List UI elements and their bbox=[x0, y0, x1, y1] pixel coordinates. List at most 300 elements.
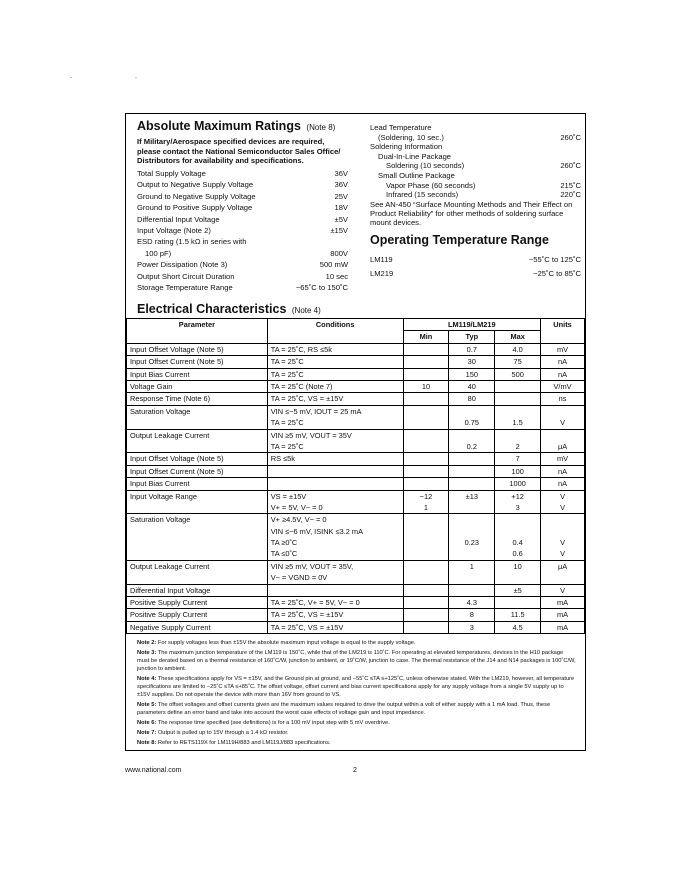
ec-max-text: 11.5 bbox=[510, 610, 525, 620]
abs-max-value: 25V bbox=[334, 191, 348, 201]
ec-cell-cond bbox=[267, 621, 403, 633]
ec-max-text: 0.4 bbox=[512, 538, 523, 548]
ec-cell-units bbox=[541, 490, 585, 514]
abs-max-title: Absolute Maximum Ratings bbox=[137, 119, 301, 133]
ec-units-text: mA bbox=[556, 622, 569, 632]
abs-max-row bbox=[137, 248, 348, 259]
op-temp-range: −25˚C to 85˚C bbox=[533, 269, 581, 278]
ec-param-text: Negative Supply Current bbox=[130, 622, 211, 632]
ec-row bbox=[127, 584, 585, 596]
ec-cell-param bbox=[127, 429, 268, 453]
ec-max-text: 10 bbox=[513, 561, 522, 571]
ec-typ-text bbox=[452, 406, 491, 417]
ec-min-text bbox=[407, 430, 446, 441]
abs-max-row bbox=[137, 168, 348, 179]
ec-col-min: Min bbox=[403, 331, 449, 343]
soldering-label: Dual-In-Line Package bbox=[378, 151, 452, 161]
ec-min-text bbox=[407, 526, 446, 537]
abs-max-value: 36V bbox=[334, 180, 348, 190]
note-item bbox=[137, 649, 577, 674]
ec-typ-text bbox=[452, 526, 491, 537]
ec-cell-min bbox=[403, 560, 449, 584]
ec-param-text: Saturation Voltage bbox=[130, 515, 191, 525]
ec-cell-units bbox=[541, 609, 585, 621]
ec-typ-text: 150 bbox=[465, 369, 478, 379]
ec-cell-param bbox=[127, 465, 268, 477]
abs-max-label: Differential Input Voltage bbox=[137, 214, 220, 224]
ec-cell-param bbox=[127, 356, 268, 368]
ec-cell-units bbox=[541, 368, 585, 380]
ec-cond-text: VIN ≥5 mV, VOUT = 35V, bbox=[270, 561, 354, 571]
ec-cell-typ bbox=[449, 356, 495, 368]
ec-cond-text: VIN ≤−5 mV, IOUT = 25 mA bbox=[270, 406, 362, 416]
soldering-row bbox=[370, 171, 581, 181]
ec-units-text: V bbox=[560, 502, 565, 512]
ec-cond-text: TA = 25˚C, VS = ±15V bbox=[270, 394, 344, 404]
ec-cell-min bbox=[403, 380, 449, 392]
ec-row bbox=[127, 429, 585, 453]
ec-param-text: Output Leakage Current bbox=[130, 430, 210, 440]
note-label: Note 5: bbox=[137, 702, 157, 709]
abs-max-row bbox=[137, 191, 348, 202]
ec-cell-units bbox=[541, 560, 585, 584]
ec-max-text: 2 bbox=[515, 441, 520, 451]
abs-max-row bbox=[137, 202, 348, 213]
ec-cell-param bbox=[127, 478, 268, 490]
abs-max-row bbox=[137, 271, 348, 282]
ec-cond-text: VS = ±15V bbox=[270, 491, 307, 501]
ec-typ-text: 1 bbox=[469, 561, 474, 571]
ec-cell-cond bbox=[267, 393, 403, 405]
ec-title: Electrical Characteristics bbox=[137, 302, 287, 316]
ec-cell-param bbox=[127, 453, 268, 465]
soldering-value: 260˚C bbox=[560, 161, 581, 171]
ec-cell-cond bbox=[267, 368, 403, 380]
ec-units-text: mV bbox=[556, 344, 569, 354]
ec-cell-param bbox=[127, 514, 268, 561]
corner-dot-right: . bbox=[135, 73, 137, 80]
ec-cond-text: TA ≥0˚C bbox=[270, 538, 298, 548]
ec-typ-text bbox=[452, 548, 491, 559]
ec-cell-max bbox=[495, 621, 541, 633]
ec-min-text bbox=[407, 441, 446, 452]
ec-max-text: 4.5 bbox=[512, 622, 523, 632]
ec-cell-min bbox=[403, 514, 449, 561]
ec-cell-min bbox=[403, 343, 449, 355]
ec-units-text: ns bbox=[558, 394, 567, 404]
ec-row bbox=[127, 356, 585, 368]
ec-cell-typ bbox=[449, 584, 495, 596]
ec-col-typ: Typ bbox=[449, 331, 495, 343]
abs-max-label: Power Dissipation (Note 3) bbox=[137, 260, 228, 270]
ec-cell-typ bbox=[449, 393, 495, 405]
ec-units-text bbox=[544, 572, 581, 583]
ec-cell-min bbox=[403, 465, 449, 477]
ec-cell-cond bbox=[267, 343, 403, 355]
ec-cell-param bbox=[127, 368, 268, 380]
ec-row bbox=[127, 405, 585, 429]
soldering-row bbox=[370, 142, 581, 152]
ec-cell-typ bbox=[449, 368, 495, 380]
ec-row bbox=[127, 621, 585, 633]
ec-max-text bbox=[498, 514, 537, 525]
ec-typ-text: 0.75 bbox=[464, 418, 479, 428]
abs-max-row bbox=[137, 214, 348, 225]
ec-header-row bbox=[127, 319, 585, 331]
ec-cell-units bbox=[541, 405, 585, 429]
ec-cell-typ bbox=[449, 453, 495, 465]
ec-cell-typ bbox=[449, 343, 495, 355]
ec-cell-cond bbox=[267, 597, 403, 609]
ec-units-text: mV bbox=[556, 454, 569, 464]
ec-cell-min bbox=[403, 453, 449, 465]
ec-row bbox=[127, 560, 585, 584]
ec-units-text: V bbox=[560, 418, 565, 428]
ec-cell-cond bbox=[267, 478, 403, 490]
ec-max-text: 1000 bbox=[509, 479, 526, 489]
ec-cond-text: TA ≤0˚C bbox=[270, 549, 298, 559]
ec-cell-param bbox=[127, 609, 268, 621]
ec-max-text bbox=[498, 406, 537, 417]
ec-param-text: Differential Input Voltage bbox=[130, 585, 211, 595]
ec-cond-text: TA = 25˚C, V+ = 5V, V− = 0 bbox=[270, 598, 360, 608]
abs-max-label: Input Voltage (Note 2) bbox=[137, 225, 211, 235]
ec-max-text: ±5 bbox=[513, 585, 522, 595]
ec-cell-param bbox=[127, 393, 268, 405]
abs-max-label: Output to Negative Supply Voltage bbox=[137, 180, 254, 190]
ec-cell-units bbox=[541, 621, 585, 633]
ec-units-text: mA bbox=[556, 598, 569, 608]
ec-max-text: 3 bbox=[515, 502, 520, 512]
ec-units-text: μA bbox=[557, 441, 568, 451]
ec-cell-max bbox=[495, 490, 541, 514]
ec-typ-text: 80 bbox=[467, 394, 476, 404]
ec-row bbox=[127, 465, 585, 477]
ec-typ-text: 0.7 bbox=[466, 344, 477, 354]
note-label: Note 7: bbox=[137, 730, 157, 736]
ec-cond-text: V+ = 5V, V− = 0 bbox=[270, 502, 323, 512]
op-temp-row bbox=[370, 267, 581, 281]
ec-cell-param bbox=[127, 584, 268, 596]
ec-min-text bbox=[407, 561, 446, 572]
footer-url: www.national.com bbox=[125, 767, 182, 774]
ec-units-text: V bbox=[560, 585, 565, 595]
soldering-label: Vapor Phase (60 seconds) bbox=[386, 180, 476, 190]
ec-cell-units bbox=[541, 393, 585, 405]
ec-cell-min bbox=[403, 356, 449, 368]
abs-max-value: ±5V bbox=[334, 214, 348, 224]
ec-cond-text: TA = 25˚C (Note 7) bbox=[270, 381, 333, 391]
soldering-row bbox=[370, 181, 581, 191]
ec-max-text bbox=[498, 526, 537, 537]
ec-cell-cond bbox=[267, 560, 403, 584]
ec-cell-param bbox=[127, 380, 268, 392]
note-label: Note 4: bbox=[137, 676, 157, 682]
note-label: Note 8: bbox=[137, 739, 157, 746]
abs-max-row bbox=[137, 282, 348, 293]
ec-cond-text: V− = VGND = 0V bbox=[270, 573, 328, 583]
ec-cell-min bbox=[403, 490, 449, 514]
ec-typ-text bbox=[452, 572, 491, 583]
ec-cond-text: RS ≤5k bbox=[270, 454, 295, 464]
ec-col-conditions: Conditions bbox=[267, 319, 403, 344]
abs-max-row bbox=[137, 179, 348, 190]
ec-cell-units bbox=[541, 584, 585, 596]
soldering-label: Soldering (10 seconds) bbox=[386, 161, 465, 171]
ec-typ-text bbox=[452, 430, 491, 441]
ec-row bbox=[127, 514, 585, 561]
abs-max-label: 100 pF) bbox=[145, 248, 172, 258]
ec-units-text: μA bbox=[557, 561, 568, 571]
ec-cell-typ bbox=[449, 597, 495, 609]
ec-cell-typ bbox=[449, 478, 495, 490]
ec-cell-units bbox=[541, 514, 585, 561]
ec-param-text: Response Time (Note 6) bbox=[130, 394, 211, 404]
ec-cell-param bbox=[127, 490, 268, 514]
ec-col-parameter: Parameter bbox=[127, 319, 268, 344]
note-item bbox=[137, 739, 577, 747]
ec-row bbox=[127, 380, 585, 392]
ec-cell-min bbox=[403, 393, 449, 405]
ec-cell-units bbox=[541, 597, 585, 609]
ec-max-text: 0.6 bbox=[512, 549, 523, 559]
ec-row bbox=[127, 343, 585, 355]
soldering-value: 260˚C bbox=[560, 132, 581, 142]
ec-min-text bbox=[407, 514, 446, 525]
abs-max-label: Ground to Negative Supply Voltage bbox=[137, 191, 256, 201]
ec-cell-typ bbox=[449, 621, 495, 633]
ec-cell-max bbox=[495, 429, 541, 453]
ec-min-text bbox=[407, 537, 446, 548]
note-text: The offset voltages and offset currents given are the maximum values required to drive the output within a volt of either supply with a 1 mA load. Thus, these parameters define an error band and take into account the worst case effects of voltage gain and input impedance. bbox=[137, 702, 551, 717]
soldering-list bbox=[370, 123, 581, 200]
abs-max-label: Storage Temperature Range bbox=[137, 282, 233, 292]
ec-heading bbox=[137, 302, 321, 316]
ec-units-text bbox=[544, 430, 581, 441]
ec-units-text: nA bbox=[558, 369, 568, 379]
ec-row bbox=[127, 609, 585, 621]
ec-cond-text: VIN ≤−6 mV, ISINK ≤3.2 mA bbox=[270, 526, 363, 536]
ec-param-text: Output Leakage Current bbox=[130, 561, 210, 571]
note-label: Note 2: bbox=[137, 640, 157, 646]
ec-note: (Note 4) bbox=[291, 306, 321, 315]
abs-max-label: Output Short Circuit Duration bbox=[137, 271, 235, 281]
ec-max-text bbox=[498, 430, 537, 441]
ec-row bbox=[127, 597, 585, 609]
note-item bbox=[137, 719, 577, 727]
ec-row bbox=[127, 368, 585, 380]
abs-max-label: Total Supply Voltage bbox=[137, 169, 206, 178]
soldering-label: Lead Temperature bbox=[370, 123, 432, 132]
ec-min-text: 10 bbox=[421, 381, 431, 391]
ec-cell-min bbox=[403, 405, 449, 429]
ec-cell-typ bbox=[449, 405, 495, 429]
ec-cell-max bbox=[495, 453, 541, 465]
ec-cell-typ bbox=[449, 380, 495, 392]
ec-cell-typ bbox=[449, 514, 495, 561]
ec-max-text: 500 bbox=[511, 369, 524, 379]
ec-typ-text: 30 bbox=[467, 357, 476, 367]
ec-cell-min bbox=[403, 368, 449, 380]
ec-param-text: Input Offset Current (Note 5) bbox=[130, 466, 224, 476]
ec-param-text: Input Offset Current (Note 5) bbox=[130, 357, 224, 367]
ec-max-text: 1.5 bbox=[512, 418, 523, 428]
ec-cell-min bbox=[403, 609, 449, 621]
ec-cell-typ bbox=[449, 609, 495, 621]
ec-param-text: Input Offset Voltage (Note 5) bbox=[130, 344, 224, 354]
ec-cell-max bbox=[495, 380, 541, 392]
ec-typ-text: 0.2 bbox=[466, 441, 477, 451]
soldering-label: (Soldering, 10 sec.) bbox=[378, 132, 444, 142]
ec-units-text bbox=[544, 526, 581, 537]
abs-max-value: 18V bbox=[334, 203, 348, 213]
soldering-row bbox=[370, 161, 581, 171]
ec-cell-units bbox=[541, 343, 585, 355]
abs-max-value: 36V bbox=[334, 169, 348, 178]
ec-cell-max bbox=[495, 465, 541, 477]
ec-cell-units bbox=[541, 356, 585, 368]
ec-typ-text: 0.23 bbox=[464, 538, 479, 548]
ec-cell-max bbox=[495, 609, 541, 621]
ec-units-text bbox=[544, 406, 581, 417]
ec-max-text bbox=[498, 572, 537, 583]
ec-cell-max bbox=[495, 560, 541, 584]
ec-cell-cond bbox=[267, 429, 403, 453]
ec-min-text bbox=[407, 417, 446, 428]
note-text: For supply voltages less than ±15V the absolute maximum input voltage is equal to the supply voltage. bbox=[157, 640, 416, 646]
ec-units-text: V/mV bbox=[553, 381, 572, 391]
ec-typ-text: ±13 bbox=[465, 491, 478, 501]
ec-units-text: nA bbox=[558, 357, 568, 367]
ec-cell-cond bbox=[267, 356, 403, 368]
ec-param-text: Positive Supply Current bbox=[130, 610, 208, 620]
ec-units-text: nA bbox=[558, 479, 568, 489]
ec-cell-cond bbox=[267, 405, 403, 429]
ec-min-text bbox=[407, 406, 446, 417]
ec-cell-max bbox=[495, 356, 541, 368]
ec-units-text: nA bbox=[558, 466, 568, 476]
ec-units-text: mA bbox=[556, 610, 569, 620]
ec-cell-max bbox=[495, 368, 541, 380]
ec-row bbox=[127, 393, 585, 405]
ec-param-text: Saturation Voltage bbox=[130, 406, 191, 416]
military-warning: If Military/Aerospace specified devices are required, please contact the National Semiconductor Sales Office/ Distributors for availability and specifications. bbox=[137, 137, 341, 166]
soldering-row bbox=[370, 190, 581, 200]
ec-units-text: V bbox=[560, 549, 565, 559]
an450-note: See AN-450 “Surface Mounting Methods and Their Effect on Product Reliability” for other methods of soldering surface mount devices. bbox=[370, 200, 573, 228]
ec-max-text: 4.0 bbox=[512, 344, 523, 354]
corner-dot-left: . bbox=[70, 73, 72, 80]
ec-row bbox=[127, 453, 585, 465]
op-temp-device: LM119 bbox=[370, 255, 393, 264]
ec-col-units: Units bbox=[541, 319, 585, 344]
soldering-row bbox=[370, 123, 581, 133]
ec-param-text: Input Bias Current bbox=[130, 369, 190, 379]
ec-param-text: Input Offset Voltage (Note 5) bbox=[130, 454, 224, 464]
ec-units-text: V bbox=[560, 491, 565, 501]
ec-typ-text bbox=[452, 502, 491, 513]
abs-max-label: Ground to Positive Supply Voltage bbox=[137, 203, 253, 213]
ec-max-text: 7 bbox=[515, 454, 520, 464]
ec-cell-cond bbox=[267, 380, 403, 392]
ec-max-text: 75 bbox=[513, 357, 522, 367]
abs-max-note: (Note 8) bbox=[306, 123, 336, 132]
ec-min-text: 1 bbox=[423, 502, 429, 512]
ec-cell-param bbox=[127, 560, 268, 584]
notes-section bbox=[137, 639, 577, 749]
ec-min-text: −12 bbox=[419, 491, 433, 501]
ec-cell-cond bbox=[267, 465, 403, 477]
ec-cond-text: TA = 25˚C bbox=[270, 418, 304, 428]
note-text: The maximum junction temperature of the LM119 is 150˚C, while that of the LM219 is 110˚C. For operating at elevated temperatures, devices in the H10 package must be derated based on a thermal resistance of 160˚C/W, junction to ambient, or 19˚C/W, junction to case. The thermal resistance of the J14 and N14 packages is 100˚C/W, junction to ambient. bbox=[137, 649, 576, 673]
ec-cell-cond bbox=[267, 584, 403, 596]
ec-cell-typ bbox=[449, 429, 495, 453]
ec-units-text: V bbox=[560, 538, 565, 548]
ec-cell-max bbox=[495, 584, 541, 596]
ec-cell-param bbox=[127, 343, 268, 355]
ec-cond-text: TA = 25˚C bbox=[270, 369, 304, 379]
ec-cell-min bbox=[403, 429, 449, 453]
ec-row bbox=[127, 478, 585, 490]
ec-col-group: LM119/LM219 bbox=[403, 319, 541, 331]
ec-min-text bbox=[407, 572, 446, 583]
ec-typ-text: 8 bbox=[469, 610, 474, 620]
ec-cell-param bbox=[127, 621, 268, 633]
ec-cell-min bbox=[403, 478, 449, 490]
soldering-value: 220˚C bbox=[560, 190, 581, 200]
ec-cell-units bbox=[541, 380, 585, 392]
footer-page-number: 2 bbox=[353, 767, 357, 774]
abs-max-heading bbox=[137, 119, 335, 133]
abs-max-value: 500 mW bbox=[319, 260, 348, 270]
ec-cell-cond bbox=[267, 490, 403, 514]
note-text: Refer to RETS119X for LM119H/883 and LM119J/883 specifications. bbox=[157, 739, 331, 746]
abs-max-row bbox=[137, 259, 348, 270]
ec-min-text bbox=[407, 548, 446, 559]
ec-cell-min bbox=[403, 584, 449, 596]
ec-cell-units bbox=[541, 453, 585, 465]
note-item bbox=[137, 675, 577, 700]
ec-max-text: +12 bbox=[511, 491, 524, 501]
ec-cond-text: TA = 25˚C bbox=[270, 357, 304, 367]
ec-param-text: Input Voltage Range bbox=[130, 491, 197, 501]
abs-max-value: 10 sec bbox=[325, 271, 348, 281]
ec-cell-typ bbox=[449, 560, 495, 584]
ec-cell-max bbox=[495, 514, 541, 561]
soldering-row bbox=[370, 133, 581, 143]
ec-cell-max bbox=[495, 597, 541, 609]
abs-max-row bbox=[137, 225, 348, 236]
ec-cell-min bbox=[403, 597, 449, 609]
ec-cell-cond bbox=[267, 514, 403, 561]
ec-cell-param bbox=[127, 597, 268, 609]
ec-cell-max bbox=[495, 343, 541, 355]
op-temp-row bbox=[370, 253, 581, 267]
ec-cell-max bbox=[495, 393, 541, 405]
op-temp-device: LM219 bbox=[370, 269, 394, 278]
soldering-label: Small Outline Package bbox=[378, 170, 455, 180]
ec-cond-text: TA = 25˚C bbox=[270, 441, 304, 451]
note-label: Note 6: bbox=[137, 720, 157, 727]
soldering-label: Soldering Information bbox=[370, 142, 443, 152]
abs-max-value: ±15V bbox=[330, 225, 348, 235]
ec-cell-param bbox=[127, 405, 268, 429]
ec-cell-cond bbox=[267, 609, 403, 621]
ec-col-max: Max bbox=[495, 331, 541, 343]
ec-cond-text: TA = 25˚C, VS = ±15V bbox=[270, 622, 344, 632]
abs-max-row bbox=[137, 236, 348, 247]
ec-cond-text: V+ ≥4.5V, V− = 0 bbox=[270, 515, 327, 525]
